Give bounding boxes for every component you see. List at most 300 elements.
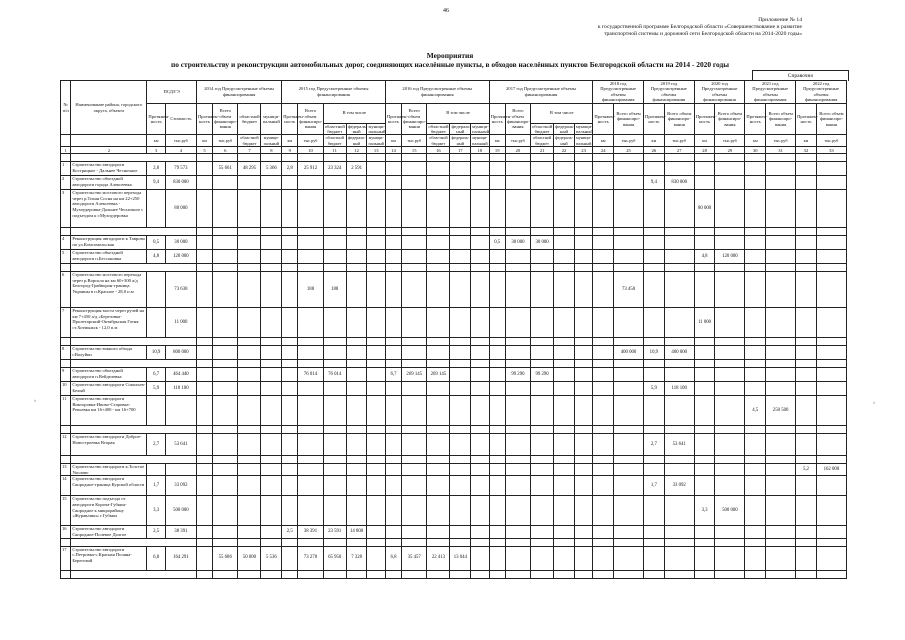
amount-value: 80 000 <box>694 190 715 228</box>
column-number: 18 <box>471 147 489 154</box>
empty-cell <box>489 360 505 368</box>
empty-cell <box>367 546 385 570</box>
empty-cell <box>664 396 694 426</box>
empty-cell <box>796 538 817 546</box>
empty-cell <box>766 526 796 538</box>
amount-value: 5 536 <box>261 546 282 570</box>
header-municipal: муници-пальный <box>368 123 386 135</box>
empty-cell <box>402 346 427 360</box>
empty-cell <box>298 346 323 360</box>
empty-cell <box>489 250 505 264</box>
spacer-cell <box>61 360 71 368</box>
object-name: Реконструкция моста через ручей на км 7+450 а/д «Березовка-Пролетарский-Октябрьская Готня ст.Хотмыжск - 12,0 п.м <box>71 308 147 338</box>
spacer-cell <box>61 538 71 546</box>
empty-cell <box>694 546 715 570</box>
empty-cell <box>238 308 261 338</box>
empty-cell <box>489 526 505 538</box>
empty-cell <box>715 426 745 434</box>
empty-cell <box>385 496 401 526</box>
empty-cell <box>471 496 489 526</box>
empty-cell <box>385 308 401 338</box>
empty-cell <box>346 476 367 496</box>
empty-cell <box>766 162 796 176</box>
empty-cell <box>766 426 796 434</box>
cost-value: 500 000 <box>165 496 196 526</box>
empty-cell <box>450 176 471 190</box>
empty-cell <box>531 154 554 162</box>
empty-cell <box>402 396 427 426</box>
appendix-line: Приложение № 14 <box>758 17 802 23</box>
empty-cell <box>644 264 665 272</box>
amount-value: 188 <box>298 272 323 308</box>
cost-value: 33 092 <box>165 476 196 496</box>
empty-cell <box>816 570 846 578</box>
column-number: 1 <box>61 147 71 154</box>
unit-cell: областной бюджет <box>238 135 261 147</box>
empty-cell <box>213 396 238 426</box>
empty-cell <box>694 346 715 360</box>
unit-cell <box>71 135 147 147</box>
empty-cell <box>766 570 796 578</box>
section-row <box>61 538 847 546</box>
empty-cell <box>282 434 298 456</box>
section-title <box>71 264 197 272</box>
empty-cell <box>505 360 530 368</box>
table-row <box>61 464 847 476</box>
empty-cell <box>402 382 427 396</box>
empty-cell <box>298 538 323 546</box>
object-name: Строительство автодороги Скородное-Полевое Долгое <box>71 526 147 538</box>
empty-cell <box>614 264 644 272</box>
empty-cell <box>531 546 554 570</box>
empty-cell <box>213 308 238 338</box>
empty-cell <box>346 236 367 250</box>
empty-cell <box>505 426 530 434</box>
empty-cell <box>745 264 766 272</box>
header-total: Всего объем финансиро-вания <box>213 103 238 135</box>
empty-cell <box>694 162 715 176</box>
empty-cell <box>450 476 471 496</box>
empty-cell <box>644 526 665 538</box>
empty-cell <box>346 426 367 434</box>
empty-cell <box>427 382 450 396</box>
length-value: 2,7 <box>147 434 165 456</box>
empty-cell <box>261 570 282 578</box>
empty-cell <box>323 464 346 476</box>
empty-cell <box>614 368 644 382</box>
header-no: № п/п <box>61 81 71 135</box>
empty-cell <box>427 338 450 346</box>
empty-cell <box>471 570 489 578</box>
header-length: Протяжен-ность <box>694 103 715 135</box>
empty-cell <box>261 250 282 264</box>
empty-cell <box>367 396 385 426</box>
empty-cell <box>402 154 427 162</box>
header-total: Всего объем финансиро-вания <box>816 103 846 135</box>
empty-cell <box>574 382 592 396</box>
scan-mark: › <box>34 398 36 404</box>
empty-cell <box>694 236 715 250</box>
empty-cell <box>644 236 665 250</box>
section-row <box>61 456 847 464</box>
empty-cell <box>427 346 450 360</box>
amount-value: 830 000 <box>664 176 694 190</box>
unit-cell: км <box>644 135 665 147</box>
empty-cell <box>385 190 401 228</box>
empty-cell <box>385 162 401 176</box>
empty-cell <box>715 570 745 578</box>
amount-value: 3,3 <box>694 496 715 526</box>
empty-cell <box>715 456 745 464</box>
empty-cell <box>282 272 298 308</box>
empty-cell <box>796 236 817 250</box>
empty-cell <box>505 176 530 190</box>
empty-cell <box>816 176 846 190</box>
empty-cell <box>402 250 427 264</box>
empty-cell <box>346 338 367 346</box>
empty-cell <box>367 456 385 464</box>
empty-cell <box>367 426 385 434</box>
empty-cell <box>796 228 817 236</box>
empty-cell <box>427 434 450 456</box>
empty-cell <box>298 250 323 264</box>
empty-cell <box>816 154 846 162</box>
unit-cell: тыс.руб <box>664 135 694 147</box>
empty-cell <box>196 176 212 190</box>
table-row <box>61 496 847 526</box>
amount-value: 400 000 <box>614 346 644 360</box>
empty-cell <box>796 154 817 162</box>
empty-cell <box>402 264 427 272</box>
empty-cell <box>745 162 766 176</box>
empty-cell <box>196 464 212 476</box>
empty-cell <box>261 272 282 308</box>
empty-cell <box>238 476 261 496</box>
empty-cell <box>213 538 238 546</box>
cost-value: 830 000 <box>165 176 196 190</box>
amount-value: 22 413 <box>427 546 450 570</box>
length-value: 6,8 <box>147 546 165 570</box>
empty-cell <box>282 338 298 346</box>
empty-cell <box>766 236 796 250</box>
empty-cell <box>385 456 401 464</box>
empty-cell <box>367 154 385 162</box>
amount-value: 53 641 <box>664 434 694 456</box>
column-number: 9 <box>282 147 298 154</box>
empty-cell <box>505 308 530 338</box>
empty-cell <box>593 338 614 346</box>
unit-cell: км <box>489 135 505 147</box>
empty-cell <box>427 570 450 578</box>
empty-cell <box>450 346 471 360</box>
unit-cell: км <box>147 135 165 147</box>
empty-cell <box>298 190 323 228</box>
empty-cell <box>531 162 554 176</box>
cost-value: 120 000 <box>165 250 196 264</box>
section-row <box>61 264 847 272</box>
amount-value: 162 000 <box>816 464 846 476</box>
empty-cell <box>593 360 614 368</box>
empty-cell <box>346 368 367 382</box>
empty-cell <box>664 154 694 162</box>
empty-cell <box>450 236 471 250</box>
empty-cell <box>715 190 745 228</box>
empty-cell <box>367 526 385 538</box>
empty-cell <box>796 396 817 426</box>
empty-cell <box>816 368 846 382</box>
section-row <box>61 228 847 236</box>
empty-cell <box>614 236 644 250</box>
empty-cell <box>644 426 665 434</box>
table-row <box>61 176 847 190</box>
empty-cell <box>147 464 165 476</box>
empty-cell <box>385 250 401 264</box>
empty-cell <box>554 176 575 190</box>
empty-cell <box>147 308 165 338</box>
empty-cell <box>554 570 575 578</box>
header-year-2021: 2021 год Предусмотренные объемы финансирования <box>745 81 796 104</box>
unit-cell <box>61 135 71 147</box>
column-number: 16 <box>427 147 450 154</box>
amount-value: 250 500 <box>766 396 796 426</box>
empty-cell <box>427 176 450 190</box>
empty-cell <box>471 476 489 496</box>
amount-value: 6,8 <box>385 546 401 570</box>
empty-cell <box>574 570 592 578</box>
empty-cell <box>489 476 505 496</box>
empty-cell <box>213 426 238 434</box>
empty-cell <box>554 360 575 368</box>
object-name: Строительство автодороги Сокольев-Белый <box>71 382 147 396</box>
empty-cell <box>593 346 614 360</box>
empty-cell <box>715 538 745 546</box>
empty-cell <box>796 426 817 434</box>
empty-cell <box>213 338 238 346</box>
empty-cell <box>238 538 261 546</box>
column-number: 3 <box>147 147 165 154</box>
empty-cell <box>796 456 817 464</box>
empty-cell <box>196 538 212 546</box>
empty-cell <box>766 360 796 368</box>
empty-cell <box>282 476 298 496</box>
empty-cell <box>554 272 575 308</box>
empty-cell <box>261 382 282 396</box>
empty-cell <box>385 272 401 308</box>
empty-cell <box>816 228 846 236</box>
column-number: 10 <box>298 147 323 154</box>
empty-cell <box>489 190 505 228</box>
empty-cell <box>593 250 614 264</box>
empty-cell <box>489 176 505 190</box>
empty-cell <box>196 272 212 308</box>
empty-cell <box>489 456 505 464</box>
column-number: 33 <box>816 147 846 154</box>
empty-cell <box>282 570 298 578</box>
empty-cell <box>816 382 846 396</box>
empty-cell <box>471 360 489 368</box>
empty-cell <box>196 496 212 526</box>
empty-cell <box>766 228 796 236</box>
empty-cell <box>323 382 346 396</box>
empty-cell <box>196 264 212 272</box>
empty-cell <box>402 426 427 434</box>
empty-cell <box>644 190 665 228</box>
empty-cell <box>213 250 238 264</box>
empty-cell <box>531 190 554 228</box>
amount-value: 0,5 <box>489 236 505 250</box>
empty-cell <box>505 154 530 162</box>
empty-cell <box>593 368 614 382</box>
empty-cell <box>323 426 346 434</box>
empty-cell <box>261 396 282 426</box>
table-row <box>61 162 847 176</box>
amount-value: 25 912 <box>298 162 323 176</box>
row-number: 15 <box>61 496 71 526</box>
column-number: 29 <box>715 147 745 154</box>
empty-cell <box>574 176 592 190</box>
section-title <box>71 426 197 434</box>
empty-cell <box>346 346 367 360</box>
empty-cell <box>593 162 614 176</box>
amount-value: 23 324 <box>323 162 346 176</box>
empty-cell <box>261 360 282 368</box>
header-total: Всего объем финансиро-вания <box>614 103 644 135</box>
empty-cell <box>489 338 505 346</box>
unit-cell: тыс.руб <box>165 135 196 147</box>
empty-cell <box>816 434 846 456</box>
empty-cell <box>471 346 489 360</box>
empty-cell <box>471 464 489 476</box>
empty-cell <box>213 236 238 250</box>
amount-value: 99 290 <box>531 368 554 382</box>
empty-cell <box>298 570 323 578</box>
column-number: 25 <box>614 147 644 154</box>
empty-cell <box>574 308 592 338</box>
column-number: 23 <box>574 147 592 154</box>
empty-cell <box>402 496 427 526</box>
empty-cell <box>614 190 644 228</box>
empty-cell <box>614 546 644 570</box>
empty-cell <box>816 538 846 546</box>
object-name: Строительство подъезда от автодороги Короча-Губкин-Скородное к микрорайону «Журавлики» г.Губкин <box>71 496 147 526</box>
unit-cell: тыс.руб <box>766 135 796 147</box>
empty-cell <box>694 368 715 382</box>
empty-cell <box>196 570 212 578</box>
empty-cell <box>346 190 367 228</box>
unit-cell: км <box>196 135 212 147</box>
empty-cell <box>593 426 614 434</box>
empty-cell <box>796 526 817 538</box>
amount-value: 76 014 <box>298 368 323 382</box>
amount-value: 1,7 <box>644 476 665 496</box>
empty-cell <box>694 434 715 456</box>
empty-cell <box>745 538 766 546</box>
empty-cell <box>796 176 817 190</box>
empty-cell <box>427 154 450 162</box>
amount-value: 188 <box>323 272 346 308</box>
empty-cell <box>664 538 694 546</box>
length-value: 1,7 <box>147 476 165 496</box>
empty-cell <box>196 526 212 538</box>
empty-cell <box>471 526 489 538</box>
empty-cell <box>427 538 450 546</box>
empty-cell <box>574 426 592 434</box>
empty-cell <box>367 346 385 360</box>
empty-cell <box>816 264 846 272</box>
row-number: 2 <box>61 176 71 190</box>
empty-cell <box>796 570 817 578</box>
empty-cell <box>694 476 715 496</box>
empty-cell <box>489 434 505 456</box>
empty-cell <box>664 236 694 250</box>
empty-cell <box>816 426 846 434</box>
empty-cell <box>261 434 282 456</box>
empty-cell <box>427 464 450 476</box>
empty-cell <box>427 526 450 538</box>
empty-cell <box>298 496 323 526</box>
empty-cell <box>298 382 323 396</box>
empty-cell <box>385 426 401 434</box>
cost-value: 79 573 <box>165 162 196 176</box>
header-year-2019: 2019 год Предусмотренные объемы финансирования <box>644 81 695 104</box>
empty-cell <box>261 456 282 464</box>
empty-cell <box>531 264 554 272</box>
section-title <box>71 338 197 346</box>
empty-cell <box>323 476 346 496</box>
empty-cell <box>574 464 592 476</box>
empty-cell <box>745 546 766 570</box>
empty-cell <box>816 346 846 360</box>
empty-cell <box>554 250 575 264</box>
empty-cell <box>554 154 575 162</box>
empty-cell <box>213 526 238 538</box>
empty-cell <box>427 264 450 272</box>
unit-cell: км <box>282 135 298 147</box>
spacer-cell <box>61 264 71 272</box>
empty-cell <box>367 382 385 396</box>
empty-cell <box>385 396 401 426</box>
length-value: 2,8 <box>147 162 165 176</box>
empty-cell <box>574 264 592 272</box>
amount-value: 13 044 <box>450 546 471 570</box>
empty-cell <box>196 382 212 396</box>
section-row <box>61 570 847 578</box>
empty-cell <box>574 476 592 496</box>
cost-value: 118 100 <box>165 382 196 396</box>
empty-cell <box>766 338 796 346</box>
header-municipal: муници-пальный <box>472 123 490 135</box>
empty-cell <box>531 360 554 368</box>
empty-cell <box>554 434 575 456</box>
empty-cell <box>574 456 592 464</box>
empty-cell <box>745 426 766 434</box>
empty-cell <box>766 368 796 382</box>
empty-cell <box>816 456 846 464</box>
empty-cell <box>367 338 385 346</box>
header-length: Протяжен-ность <box>644 103 665 135</box>
column-number: 13 <box>367 147 385 154</box>
empty-cell <box>323 496 346 526</box>
header-cost: Стоимость <box>165 103 196 135</box>
empty-cell <box>402 570 427 578</box>
spacer-cell <box>61 228 71 236</box>
appendix-line: транспортной системы и дорожной сети Белгородской области на 2014-2020 годы» <box>603 31 802 37</box>
unit-cell: км <box>745 135 766 147</box>
length-value: 5,9 <box>147 382 165 396</box>
empty-cell <box>766 382 796 396</box>
empty-cell <box>298 264 323 272</box>
empty-cell <box>450 426 471 434</box>
